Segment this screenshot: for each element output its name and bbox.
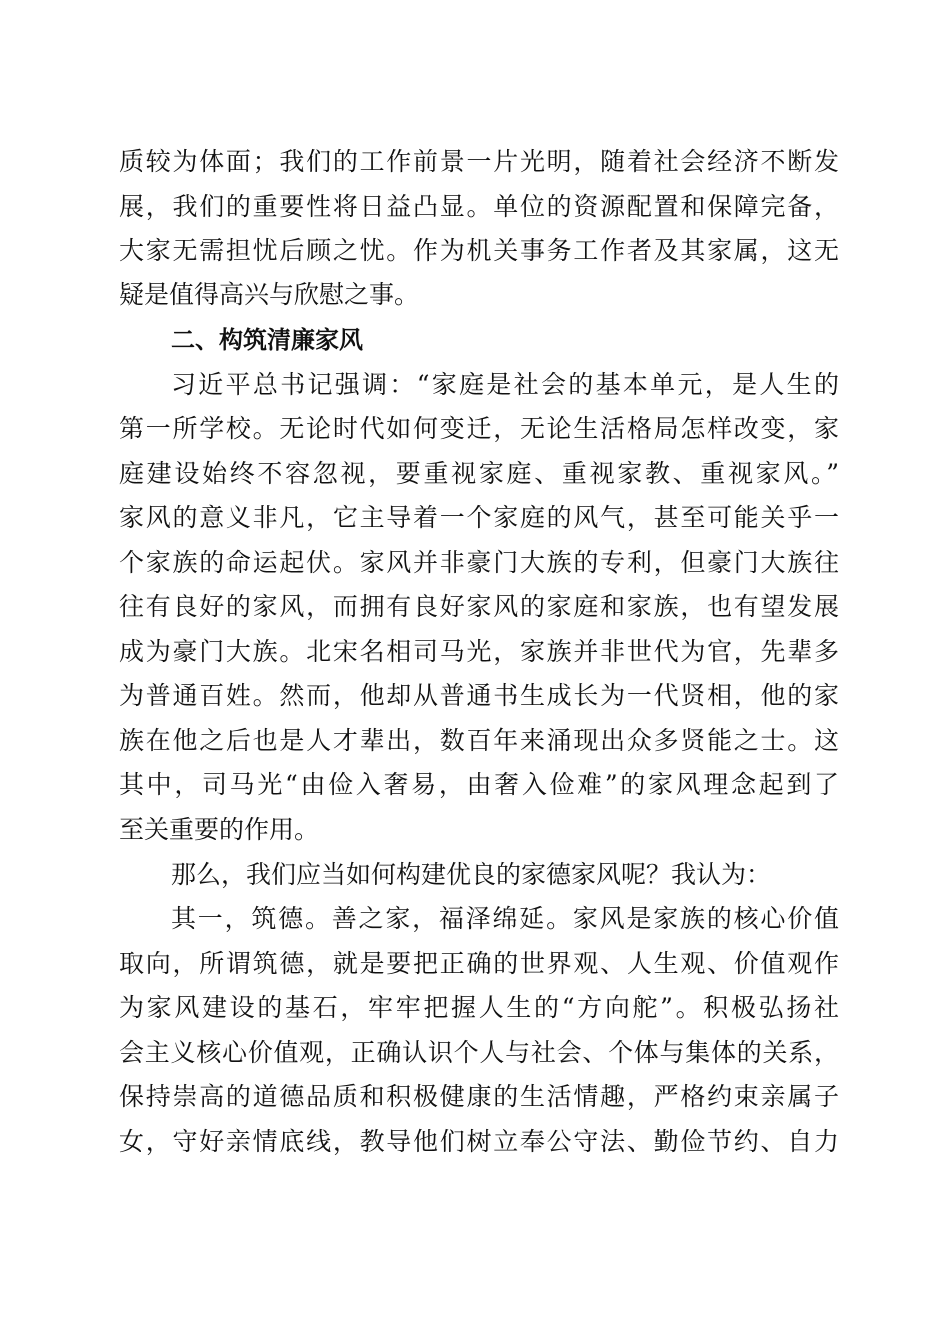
- paragraph-2-line-3: 庭建设始终不容忽视，要重视家庭、重视家教、重视家风。”: [119, 459, 839, 488]
- section-heading: 二、构筑清廉家风: [171, 326, 363, 354]
- paragraph-2-line-5: 个家族的命运起伏。家风并非豪门大族的专利，但豪门大族往: [119, 548, 839, 577]
- paragraph-2-line-8: 为普通百姓。然而，他却从普通书生成长为一代贤相，他的家: [119, 681, 839, 710]
- paragraph-4-line-4: 会主义核心价值观，正确认识个人与社会、个体与集体的关系，: [119, 1038, 839, 1067]
- paragraph-4-line-1: 其一，筑德。善之家，福泽绵延。家风是家族的核心价值: [171, 904, 839, 933]
- paragraph-4-line-2: 取向，所谓筑德，就是要把正确的世界观、人生观、价值观作: [119, 949, 839, 978]
- paragraph-4-line-3: 为家风建设的基石，牢牢把握人生的“方向舵”。积极弘扬社: [119, 993, 839, 1022]
- paragraph-2-line-7: 成为豪门大族。北宋名相司马光，家族并非世代为官，先辈多: [119, 637, 839, 666]
- paragraph-2-line-11: 至关重要的作用。: [119, 815, 320, 844]
- paragraph-2-line-2: 第一所学校。无论时代如何变迁，无论生活格局怎样改变，家: [119, 414, 839, 443]
- paragraph-2-line-10: 其中，司马光“由俭入奢易，由奢入俭难”的家风理念起到了: [119, 770, 839, 799]
- paragraph-1-line-4: 疑是值得高兴与欣慰之事。: [119, 280, 420, 309]
- paragraph-2-line-4: 家风的意义非凡，它主导着一个家庭的风气，甚至可能关乎一: [119, 503, 839, 532]
- paragraph-1-line-1: 质较为体面；我们的工作前景一片光明，随着社会经济不断发: [119, 147, 839, 176]
- paragraph-4-line-6: 女，守好亲情底线，教导他们树立奉公守法、勤俭节约、自力: [119, 1127, 839, 1156]
- paragraph-1-line-3: 大家无需担忧后顾之忧。作为机关事务工作者及其家属，这无: [119, 236, 839, 265]
- paragraph-3-line-1: 那么，我们应当如何构建优良的家德家风呢？我认为：: [171, 860, 772, 889]
- paragraph-1-line-2: 展，我们的重要性将日益凸显。单位的资源配置和保障完备，: [119, 192, 839, 221]
- paragraph-2-line-1: 习近平总书记强调：“家庭是社会的基本单元，是人生的: [171, 370, 839, 399]
- paragraph-4-line-5: 保持崇高的道德品质和积极健康的生活情趣，严格约束亲属子: [119, 1082, 839, 1111]
- paragraph-2-line-9: 族在他之后也是人才辈出，数百年来涌现出众多贤能之士。这: [119, 726, 839, 755]
- paragraph-2-line-6: 往有良好的家风，而拥有良好家风的家庭和家族，也有望发展: [119, 592, 839, 621]
